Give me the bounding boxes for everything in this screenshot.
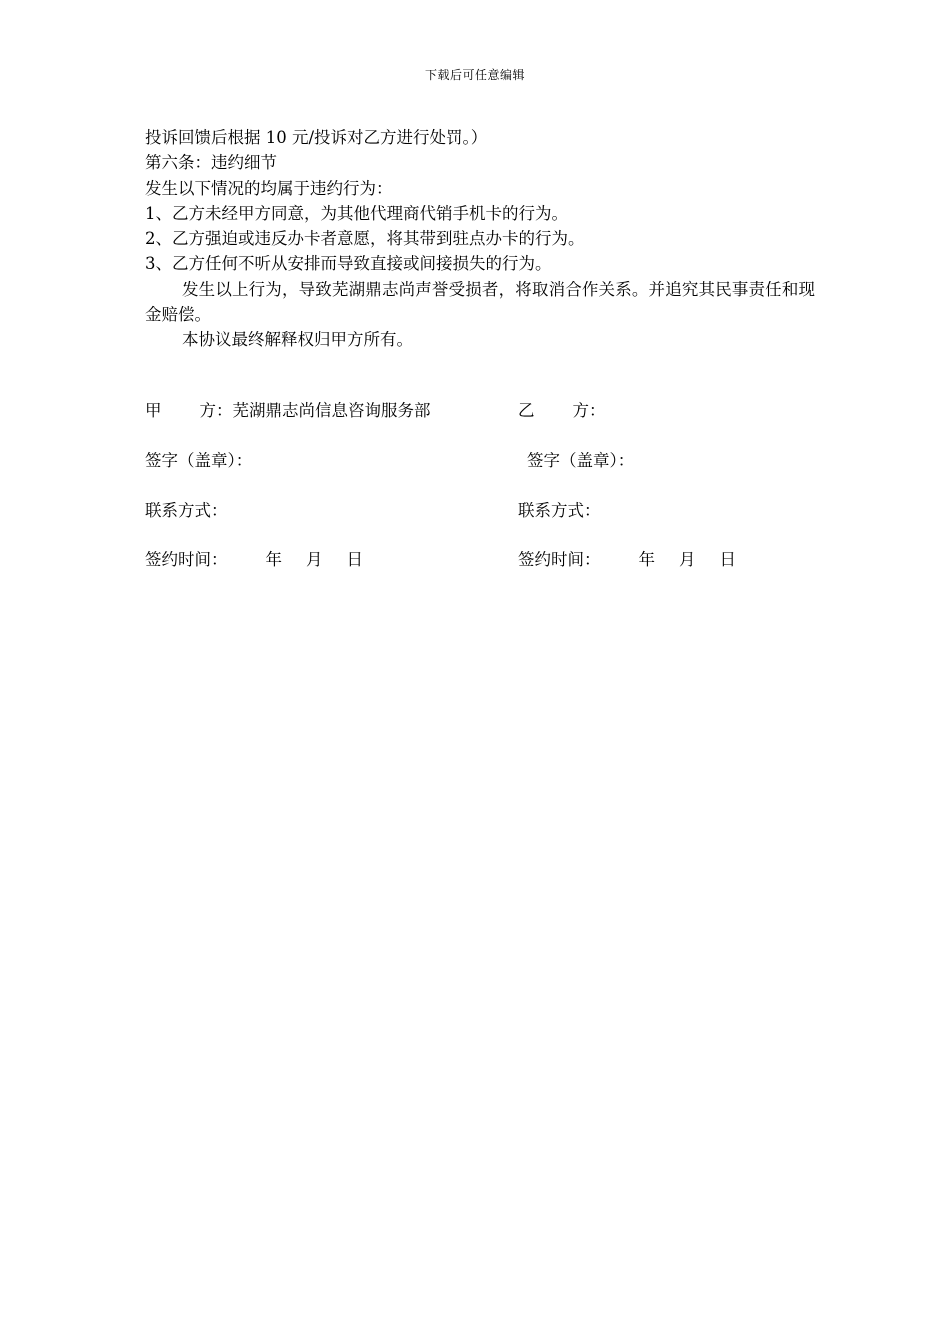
- party-b-date: [518, 547, 736, 573]
- party-a-sign-label: 签字（盖章）：: [145, 451, 253, 470]
- party-a-month: 月: [306, 550, 323, 569]
- party-b-month: 月: [679, 550, 696, 569]
- section-heading: 第六条：违约细节: [145, 153, 277, 173]
- party-row: [0, 398, 950, 424]
- consequence-paragraph: 发生以上行为，导致芜湖鼎志尚声誉受损者，将取消合作关系。并追究其民事责任和现金赔偿。: [145, 279, 815, 325]
- party-a-suffix: 方：: [199, 401, 233, 420]
- text-line: 发生以下情况的均属于违约行为：: [145, 178, 393, 198]
- party-b-year: 年: [638, 550, 655, 569]
- date-row: [0, 547, 950, 573]
- party-a-label: [145, 398, 431, 424]
- party-a-date-label: 签约时间：: [145, 550, 228, 569]
- party-b-date-label: 签约时间：: [518, 550, 601, 569]
- page-header-note: 下载后可任意编辑: [424, 68, 525, 82]
- party-a-name: 芜湖鼎志尚信息咨询服务部: [232, 401, 431, 420]
- agreement-body: [145, 125, 815, 353]
- party-b-label: [518, 398, 606, 424]
- party-a-year: 年: [265, 550, 282, 569]
- party-a-contact-label: 联系方式：: [145, 501, 228, 520]
- contact-row: [0, 498, 950, 524]
- party-b-char: 乙: [518, 401, 535, 420]
- list-item: 2、乙方强迫或违反办卡者意愿，将其带到驻点办卡的行为。: [145, 229, 585, 249]
- text-line: 投诉回馈后根据 10 元/投诉对乙方进行处罚。）: [145, 128, 488, 147]
- list-item: 1、乙方未经甲方同意，为其他代理商代销手机卡的行为。: [145, 203, 568, 223]
- interpretation-paragraph: 本协议最终解释权归甲方所有。: [182, 330, 413, 350]
- party-b-sign-label: 签字（盖章）：: [527, 451, 635, 470]
- party-b-contact-label: 联系方式：: [518, 501, 601, 520]
- party-b-suffix: 方：: [572, 401, 606, 420]
- party-a-char: 甲: [145, 401, 162, 420]
- party-a-day: 日: [346, 550, 363, 569]
- list-item: 3、乙方任何不听从安排而导致直接或间接损失的行为。: [145, 254, 552, 274]
- party-b-day: 日: [719, 550, 736, 569]
- party-a-date: [145, 547, 363, 573]
- sign-row: [0, 448, 950, 474]
